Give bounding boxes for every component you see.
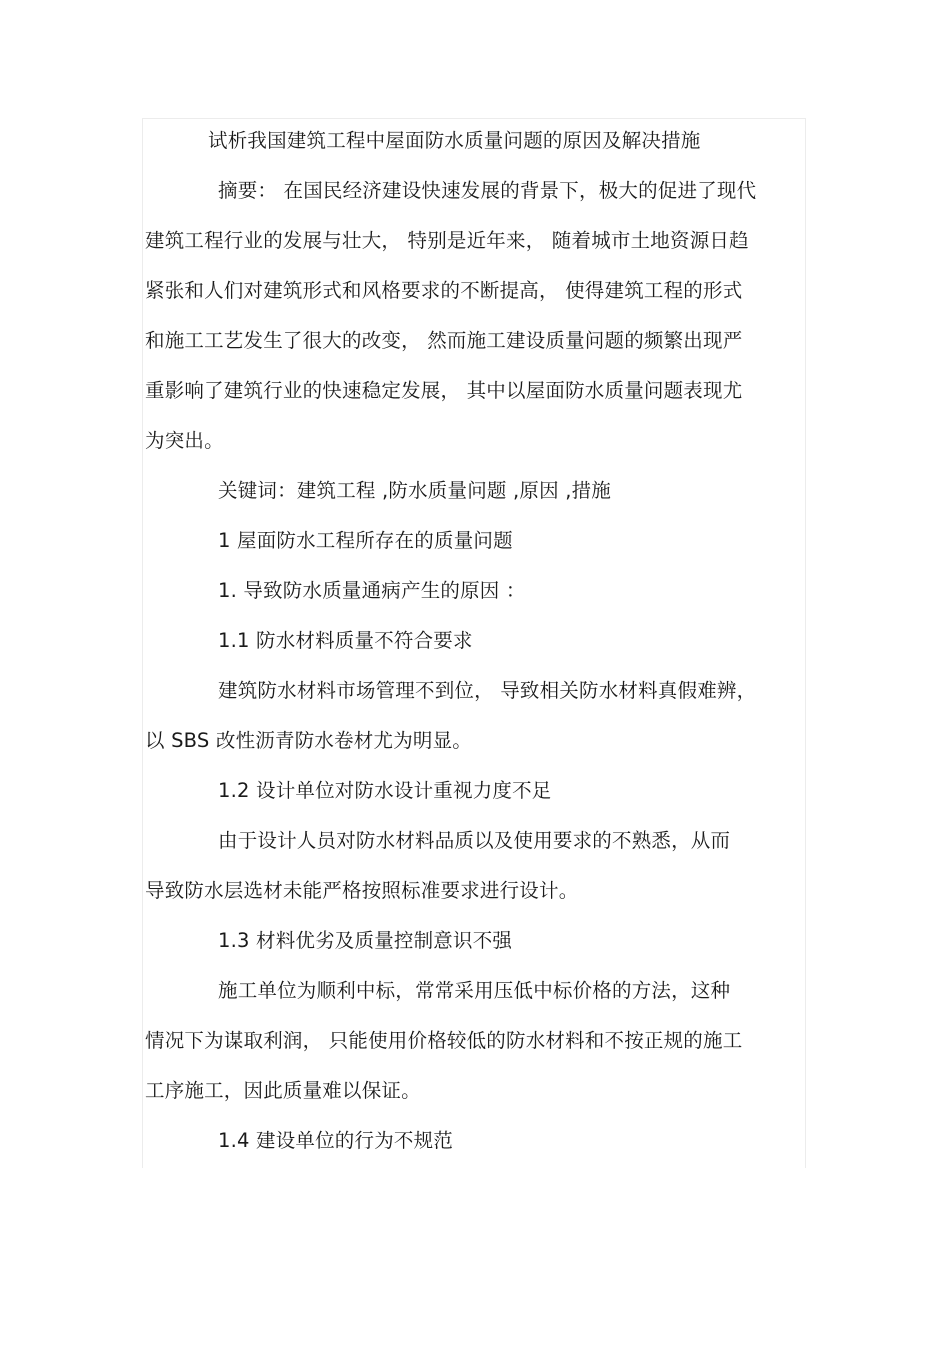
subsection-heading-1: 1. 导致防水质量通病产生的原因 ：	[218, 579, 526, 602]
abstract-line-4: 和施工工艺发生了很大的改变， 然而施工建设质量问题的频繁出现严	[145, 329, 743, 352]
paragraph-1-1-line-2: 以 SBS 改性沥青防水卷材尤为明显。	[145, 729, 472, 752]
subsection-heading-1-2: 1.2 设计单位对防水设计重视力度不足	[218, 779, 552, 802]
paragraph-1-1-line-1: 建筑防水材料市场管理不到位， 导致相关防水材料真假难辨，	[218, 679, 757, 702]
paragraph-1-2-line-2: 导致防水层选材未能严格按照标准要求进行设计。	[145, 879, 579, 902]
keywords-line: 关键词：建筑工程 ,防水质量问题 ,原因 ,措施	[218, 479, 611, 502]
abstract-line-1: 摘要： 在国民经济建设快速发展的背景下，极大的促进了现代	[218, 179, 757, 202]
abstract-line-2: 建筑工程行业的发展与壮大， 特别是近年来， 随着城市土地资源日趋	[145, 229, 749, 252]
abstract-line-3: 紧张和人们对建筑形式和风格要求的不断提高， 使得建筑工程的形式	[145, 279, 743, 302]
subsection-heading-1-1: 1.1 防水材料质量不符合要求	[218, 629, 473, 652]
abstract-line-6: 为突出。	[145, 429, 224, 452]
document-title: 试析我国建筑工程中屋面防水质量问题的原因及解决措施	[208, 129, 701, 152]
paragraph-1-2-line-1: 由于设计人员对防水材料品质以及使用要求的不熟悉，从而	[218, 829, 731, 852]
section-heading-1: 1 屋面防水工程所存在的质量问题	[218, 529, 513, 552]
subsection-heading-1-3: 1.3 材料优劣及质量控制意识不强	[218, 929, 513, 952]
paragraph-1-3-line-3: 工序施工，因此质量难以保证。	[145, 1079, 421, 1102]
abstract-line-5: 重影响了建筑行业的快速稳定发展， 其中以屋面防水质量问题表现尤	[145, 379, 743, 402]
paragraph-1-3-line-2: 情况下为谋取利润， 只能使用价格较低的防水材料和不按正规的施工	[145, 1029, 743, 1052]
paragraph-1-3-line-1: 施工单位为顺利中标，常常采用压低中标价格的方法，这种	[218, 979, 731, 1002]
subsection-heading-1-4: 1.4 建设单位的行为不规范	[218, 1129, 454, 1152]
